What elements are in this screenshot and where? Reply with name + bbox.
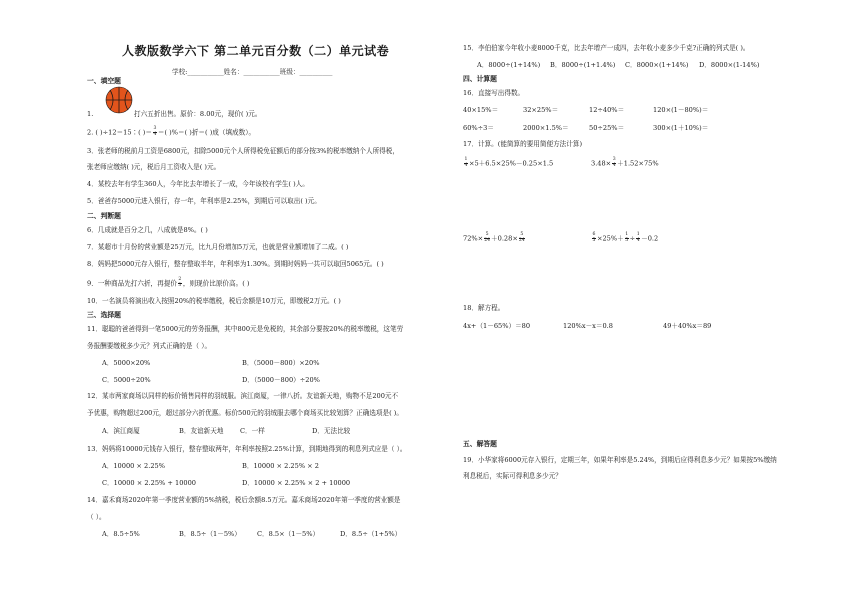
section-judge-heading: 二、判断题 bbox=[87, 212, 121, 220]
basketball-icon bbox=[105, 86, 133, 114]
section-answer-heading: 五、解答题 bbox=[463, 440, 497, 448]
question-1-number: 1. bbox=[87, 110, 94, 118]
option-15-c: C．8000×(1+14%) bbox=[625, 61, 689, 69]
fraction: $\frac{1}{4}$ bbox=[636, 232, 640, 243]
question-5: 5．爸爸存5000元进入银行，存一年，年利率是2.25%，到期后可以取出( )元。 bbox=[87, 197, 321, 205]
expression-2: 3.48× $\frac{3}{4}$ ＋1.52×75% bbox=[591, 157, 659, 168]
calc-r1-c4: 120×(1－80%)＝ bbox=[653, 106, 709, 114]
question-3-line-2: 张老师应缴纳( )元，税后月工资收入是( )元。 bbox=[87, 163, 221, 171]
calc-r2-c3: 50÷25%＝ bbox=[589, 124, 625, 132]
fraction: $\frac{3}{4}$ bbox=[612, 157, 616, 168]
option-12-a: A．滨江商厦 bbox=[102, 427, 140, 435]
equation-2: 120%x－x＝0.8 bbox=[563, 322, 613, 330]
question-12-line-2: 予优惠，购物超过200元，超过部分六折优惠。标价500元的羽绒服去哪个商场买比较划算？正确选项是( )。 bbox=[87, 409, 403, 417]
equation-1: 4x+（1－65%）＝80 bbox=[463, 322, 531, 330]
fraction: $\frac{6}{5}$ bbox=[592, 232, 596, 243]
option-14-d: D．8.5÷（1+5%） bbox=[340, 530, 402, 538]
calc-r1-c2: 32×25%＝ bbox=[523, 106, 559, 114]
option-12-b: B．友谊新天地 bbox=[179, 427, 224, 435]
option-12-d: D．无法比较 bbox=[312, 427, 351, 435]
option-11-c: C．5000÷20% bbox=[102, 376, 151, 384]
fraction: $\frac{2}{3}$ bbox=[178, 277, 182, 288]
option-13-b: B．10000 × 2.25% × 2 bbox=[242, 462, 319, 470]
option-15-d: D．8000×(1-14%) bbox=[699, 61, 760, 69]
fraction: $\frac{5}{24}$ bbox=[484, 232, 491, 243]
option-11-b: B．（5000－800）×20% bbox=[242, 359, 320, 367]
question-13: 13．妈妈将10000元钱存入银行，整存整取两年，年利率按照2.25%计算，到期地得到的利息列式应是（ ）。 bbox=[87, 445, 407, 453]
question-4: 4．某校去年有学生360人，今年比去年增长了一成，今年该校有学生( )人。 bbox=[87, 180, 309, 188]
fraction: $\frac{1}{4}$ bbox=[464, 157, 468, 168]
calc-r2-c2: 2000×1.5%＝ bbox=[523, 124, 569, 132]
question-14-line-2: （ ）。 bbox=[87, 513, 106, 521]
calc-r2-c1: 60%÷3＝ bbox=[463, 124, 494, 132]
question-10: 10．一名演员将演出收入按照20%的税率缴税，税后余额是10万元，即缴税2万元。( ) bbox=[87, 297, 341, 305]
option-14-c: C．8.5×（1－5%） bbox=[257, 530, 320, 538]
question-9: 9．一种商品先打六折，再提价 $\frac{2}{3}$ ，则现价比原价高。( ) bbox=[87, 277, 250, 288]
option-13-c: C．10000 × 2.25% + 10000 bbox=[102, 479, 196, 487]
question-19-line-2: 利息税后，实际可得利息多少元？ bbox=[463, 472, 562, 480]
fraction: $\frac{5}{24}$ bbox=[518, 232, 525, 243]
option-12-c: C．一样 bbox=[240, 427, 265, 435]
question-18: 18．解方程。 bbox=[463, 304, 505, 312]
question-2: 2. ( )÷12＝15∶( )＝ $\frac{3}{4}$ ＝( )%＝( )折＝( )成（填成数）。 bbox=[87, 126, 256, 137]
option-13-a: A．10000 × 2.25% bbox=[102, 462, 165, 470]
section-choice-heading: 三、选择题 bbox=[87, 311, 121, 319]
option-13-d: D．10000 × 2.25% × 2 + 10000 bbox=[242, 479, 351, 487]
question-8: 8．妈妈把5000元存入银行，整存整取半年，年利率为1.30%。到期时妈妈一共可以取回5065元。( ) bbox=[87, 260, 384, 268]
question-7: 7．某超市十月份的营业额是25万元，比九月份增加5万元，也就是营业额增加了二成。( ) bbox=[87, 243, 349, 251]
question-3-line-1: 3．张老师的税前月工资是6800元，扣除5000元个人所得税免征额后的部分按3%的税率缴纳个人所得税， bbox=[87, 147, 399, 155]
question-19-line-1: 19．小华家将6000元存入银行，定期三年，如果年利率是5.24%，到期后应得利息多少元？如果按5%缴纳 bbox=[463, 456, 777, 464]
calc-r1-c3: 12÷40%＝ bbox=[589, 106, 625, 114]
option-11-d: D．（5000－800）÷20% bbox=[242, 376, 320, 384]
question-17: 17．计算。(能简算的要用简便方法计算) bbox=[463, 140, 583, 148]
question-14-line-1: 14．嘉禾商场2020年第一季度营业额的5%纳税，税后余额8.5万元。嘉禾商场2020年第一季度的营业额是 bbox=[87, 496, 401, 504]
equation-3: 49＋40%x＝89 bbox=[663, 322, 712, 330]
calc-r1-c1: 40×15%＝ bbox=[463, 106, 499, 114]
option-14-a: A．8.5÷5% bbox=[102, 530, 140, 538]
option-11-a: A．5000×20% bbox=[102, 359, 151, 367]
question-12-line-1: 12．某市两家商场以同样的标价销售同样的羽绒服。滨江商厦，一律八折。友谊新天地，购物不足200元不 bbox=[87, 392, 399, 400]
question-11-line-1: 11．聪聪的爸爸得到一笔5000元的劳务报酬，其中800元是免税的，其余部分要按20%的税率缴税，这笔劳 bbox=[87, 325, 404, 333]
question-11-line-2: 务报酬要缴税多少元？列式正确的是（ ）。 bbox=[87, 342, 212, 350]
option-15-b: B．8000÷(1+1.4%) bbox=[550, 61, 616, 69]
fraction: $\frac{1}{5}$ bbox=[625, 232, 629, 243]
question-15: 15．李伯伯家今年收小麦8000千克，比去年增产一成四，去年收小麦多少千克?正确的列式是( )。 bbox=[463, 44, 750, 52]
question-6: 6．几成就是百分之几，八成就是8%。( ) bbox=[87, 226, 208, 234]
section-calc-heading: 四、计算题 bbox=[463, 75, 497, 83]
page-title: 人教版数学六下 第二单元百分数（二）单元试卷 bbox=[122, 44, 390, 58]
question-16: 16．直接写出得数。 bbox=[463, 89, 525, 97]
section-fill-heading: 一、填空题 bbox=[87, 77, 121, 85]
question-1: 打六五折出售。原价：8.00元，现价( )元。 bbox=[134, 110, 262, 118]
option-15-a: A．8000÷(1+14%) bbox=[477, 61, 541, 69]
calc-r2-c4: 300×(1＋10%)＝ bbox=[653, 124, 709, 132]
expression-4: $\frac{6}{5}$ ×25%＋ $\frac{1}{5}$ ÷ $\frac{1}{4}$ －0.2 bbox=[592, 232, 659, 243]
fraction: $\frac{3}{4}$ bbox=[153, 126, 157, 137]
expression-3: 72%× $\frac{5}{24}$ ＋0.28× $\frac{5}{24}$ bbox=[463, 232, 525, 243]
student-info-line: 学校:___________姓名：___________班级：__________ bbox=[172, 68, 333, 76]
expression-1: $\frac{1}{4}$ ×5＋6.5×25%－0.25×1.5 bbox=[464, 157, 554, 168]
option-14-b: B．8.5÷（1－5%） bbox=[179, 530, 241, 538]
